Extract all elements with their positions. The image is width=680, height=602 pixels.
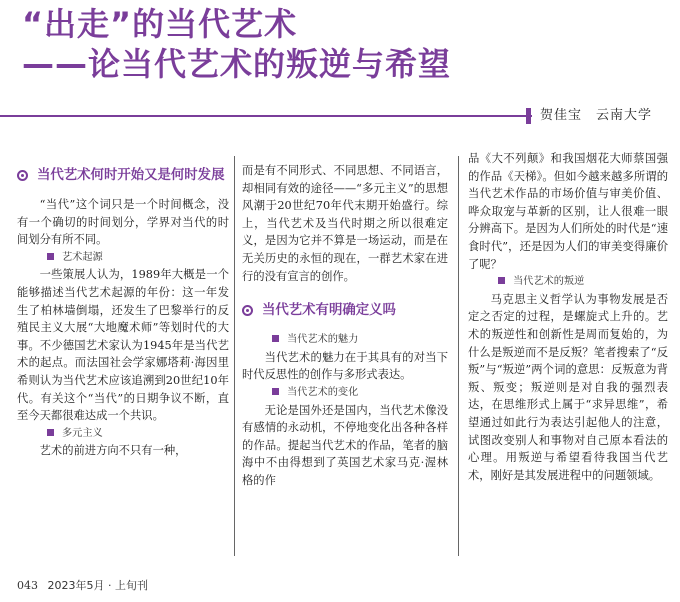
section-heading-text: 当代艺术何时开始又是何时发展: [37, 168, 225, 183]
circle-bullet-icon: [242, 305, 253, 316]
square-bullet-icon: [47, 253, 54, 260]
title-line-2: ——论当代艺术的叛逆与希望: [22, 45, 452, 83]
square-bullet-icon: [272, 388, 279, 395]
article-title: [22, 4, 451, 84]
paragraph: 马克思主义哲学认为事物发展是否定之否定的过程，是螺旋式上升的。艺术的叛逆性和创新性是周而复始的，为什么是叛逆而不是反叛？笔者搜索了“反叛”与“叛逆”两个词的意思：反叛意为背叛、叛变；叛逆则是对自我的强烈表达，在思维形式上属于“求异思维”，希望通过如此行为表达引起他人的注意，试图改变别人和事物对自己原本看法的心理。用叛逆与希望看待我国当代艺术，刚好是其发展进程中的问题领域。: [468, 292, 668, 482]
title-line-1: “出走”的当代艺术: [22, 5, 298, 43]
paragraph: 一些策展人认为，1989年大概是一个能够描述当代艺术起源的年份：这一年发生了柏林墙倒塌，还发生了巴黎举行的反殖民主义大展“大地魔术师”等划时代的大事。不少德国艺术家认为1945年是当代艺术的起点。而法国社会学家娜塔莉·海因里希则认为当代艺术应该追溯到20世纪10年代。有关这个“当代”的日期争议不断，直至今天都很难达成一个共识。: [17, 268, 229, 423]
subheading: [17, 425, 229, 443]
circle-bullet-icon: [17, 170, 28, 181]
paragraph: 而是有不同形式、不同思想、不同语言，却相同有效的途径——“多元主义”的思想风潮于20世纪70年代末期开始盛行。综上，当代艺术及当代时期之所以很难定义，是因为它并不算是一场运动，而是在无关历史的永恒的现在，一群艺术家在进行的没有宣言的创作。: [242, 164, 448, 283]
section-heading-text: 当代艺术有明确定义吗: [262, 303, 396, 319]
paragraph: 品《大不列颠》和我国烟花大师蔡国强的作品《天梯》。但如今越来越多所谓的当代艺术作品的市场价值与审美价值、哗众取宠与革新的区别，让人很难一眼分辨高下。是因为人们所处的时代是“速食时代”，还是因为人们的审美变得廉价了呢？: [468, 152, 668, 271]
subheading-text: 多元主义: [62, 427, 103, 439]
subheading: [242, 384, 448, 402]
section-heading: [17, 166, 229, 186]
paragraph: “当代”这个词只是一个时间概念，没有一个确切的时间划分，学界对当代的时间划分有所不同。: [17, 198, 229, 247]
section-heading: [242, 301, 448, 321]
author-byline: 贺佳宝 云南大学: [540, 108, 653, 123]
subheading: [17, 249, 229, 267]
subheading-text: 当代艺术的魅力: [287, 334, 359, 346]
byline-rule: [0, 115, 532, 117]
square-bullet-icon: [47, 429, 54, 436]
column-2: [242, 162, 448, 580]
subheading-text: 艺术起源: [62, 251, 103, 263]
paragraph: 当代艺术的魅力在于其具有的对当下时代反思性的创作与多形式表达。: [242, 350, 448, 382]
page-number: 043: [17, 579, 38, 592]
subheading-text: 当代艺术的叛逆: [513, 276, 585, 288]
square-bullet-icon: [272, 335, 279, 342]
square-bullet-icon: [498, 277, 505, 284]
subheading: [242, 331, 448, 349]
subheading: [468, 273, 668, 291]
paragraph: 艺术的前进方向不只有一种，: [39, 444, 187, 458]
column-3: [468, 150, 668, 568]
column-divider: [234, 156, 235, 556]
issue-info: 2023年5月 · 上旬刊: [47, 579, 148, 592]
byline-marker: [526, 108, 531, 124]
column-divider: [458, 156, 459, 556]
column-1: [17, 150, 229, 568]
byline-bar: [0, 107, 680, 125]
page-footer: [17, 578, 148, 594]
subheading-text: 当代艺术的变化: [287, 386, 359, 398]
paragraph: 无论是国外还是国内，当代艺术像没有感情的永动机，不停地变化出各种各样的作品。提起当代艺术的作品，笔者的脑海中不由得想到了英国艺术家马克·渥林格的作: [242, 403, 448, 487]
